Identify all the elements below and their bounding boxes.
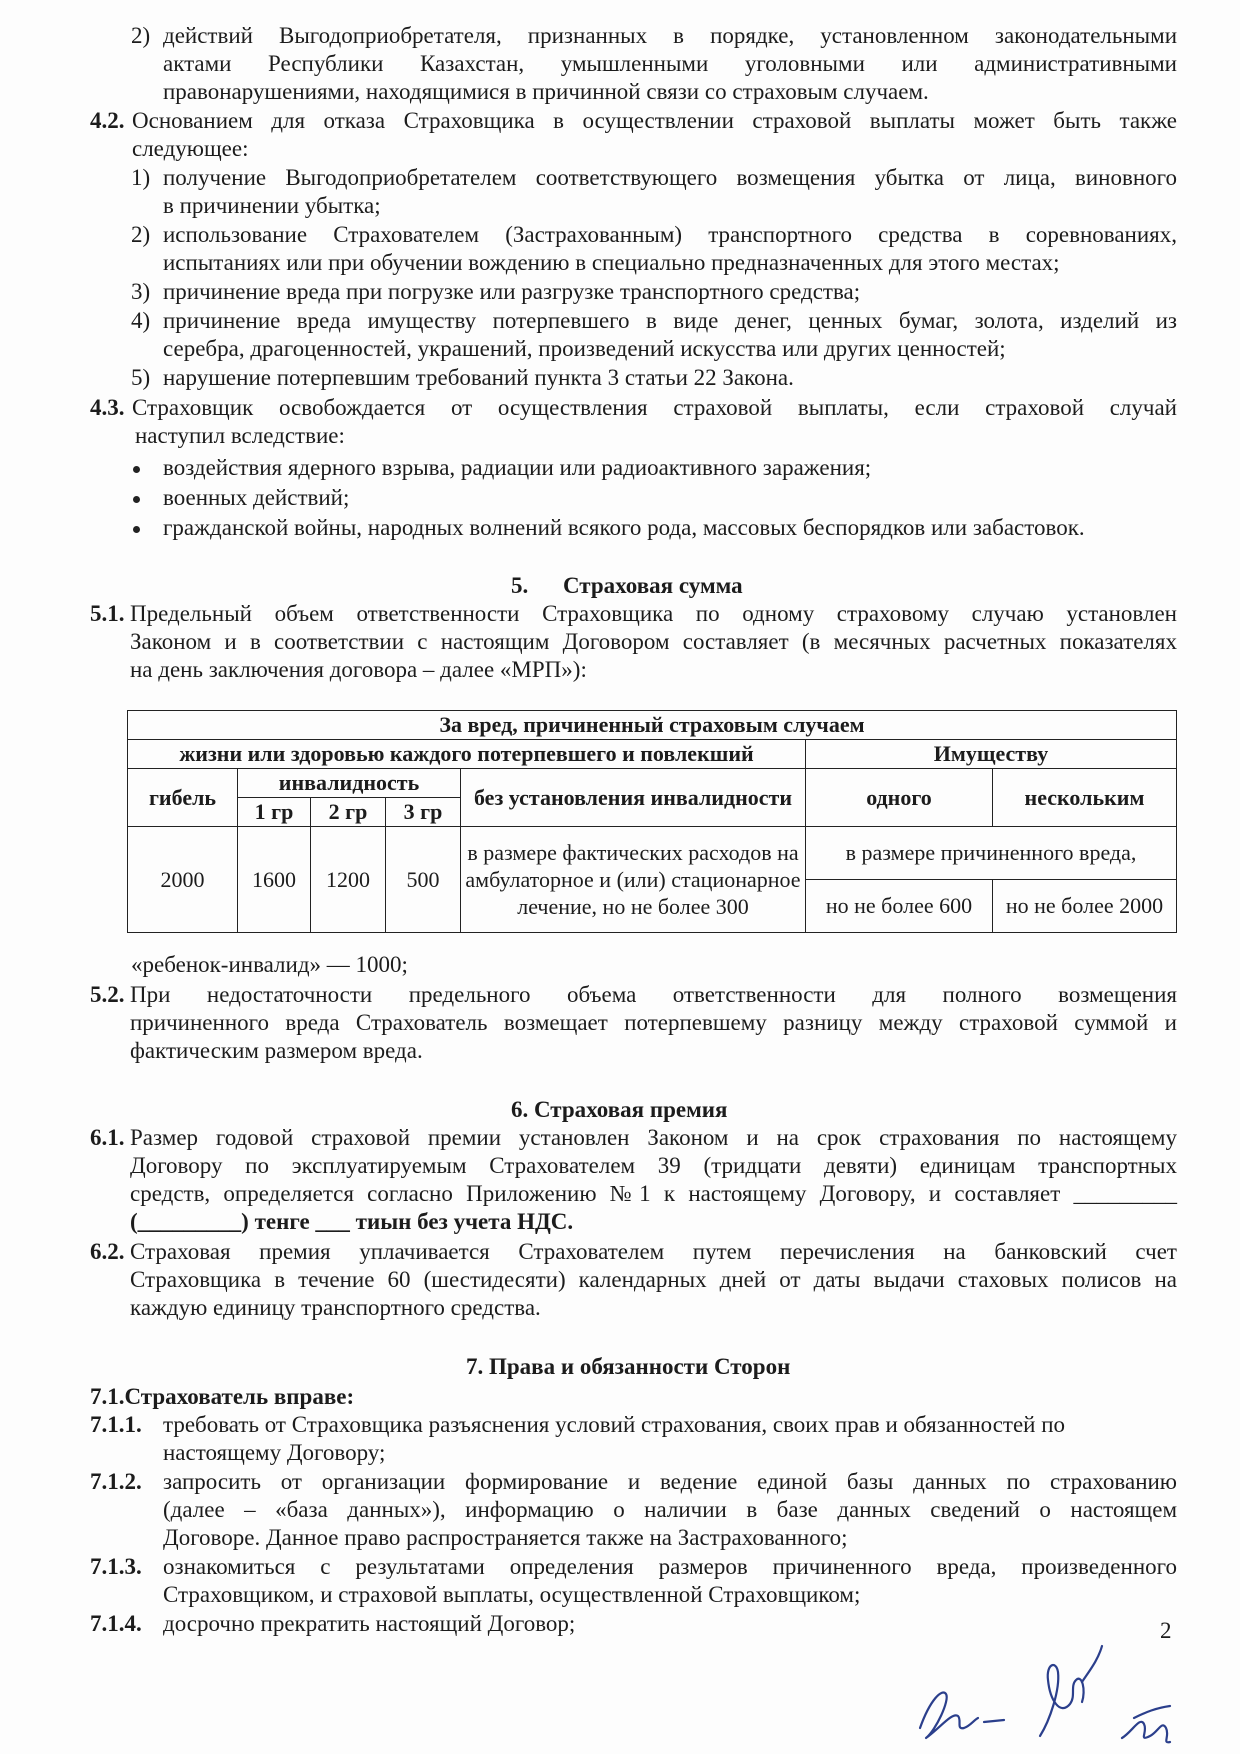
- table-header-disability: инвалидность: [238, 769, 461, 798]
- clause-number: 5.2.: [90, 982, 125, 1007]
- table-cell-group3: 500: [386, 827, 461, 933]
- paragraph-line: следующее:: [132, 136, 249, 161]
- paragraph-line: действий Выгодоприобретателя, признанных в порядке, установленном законодательными: [163, 23, 1177, 48]
- paragraph-line: на день заключения договора – далее «МРП»):: [130, 657, 587, 682]
- paragraph-line: Страховая премия уплачивается Страхователем путем перечисления на банковский счет: [130, 1239, 1177, 1264]
- paragraph-line: Страховщиком, и страховой выплаты, осуществленной Страховщиком;: [163, 1582, 861, 1607]
- list-item: получение Выгодоприобретателем соответствующего возмещения убытка от лица, виновного: [163, 165, 1177, 190]
- clause-number: 7.1.3.: [90, 1554, 142, 1579]
- table-header-death: гибель: [128, 769, 238, 827]
- paragraph-line: Размер годовой страховой премии установлен Законом и на срок страхования по настоящему: [130, 1125, 1177, 1150]
- paragraph-line: ознакомиться с результатами определения размеров причиненного вреда, произведенного: [163, 1554, 1177, 1579]
- table-cell-property: в размере причиненного вреда,: [806, 827, 1177, 880]
- table-cell-group1: 1600: [238, 827, 311, 933]
- section-heading: 6. Страховая премия: [511, 1097, 728, 1122]
- paragraph-line: фактическим размером вреда.: [130, 1038, 423, 1063]
- item-number: 2): [131, 23, 151, 48]
- clause-number: 6.2.: [90, 1239, 125, 1264]
- paragraph-line: настоящему Договору;: [163, 1440, 386, 1465]
- section-number: 5.: [511, 573, 529, 598]
- item-number: 3): [131, 279, 151, 304]
- table-note: «ребенок-инвалид» — 1000;: [131, 952, 408, 977]
- list-item: гражданской войны, народных волнений всякого рода, массовых беспорядков или забастовок.: [163, 515, 1085, 540]
- paragraph-line: Основанием для отказа Страховщика в осуществлении страховой выплаты может быть также: [132, 108, 1177, 133]
- table-cell-no-disability: в размере фактических расходов на амбулаторное и (или) стационарное лечение, но не более 300: [461, 827, 806, 933]
- bullet-icon: [133, 496, 140, 503]
- paragraph-line: причиненного вреда Страхователь возмещает потерпевшему разницу между страховой суммой и: [130, 1010, 1177, 1035]
- bullet-icon: [133, 526, 140, 533]
- list-item: использование Страхователем (Застрахованным) транспортного средства в соревнованиях,: [163, 222, 1177, 247]
- list-item: серебра, драгоценностей, украшений, произведений искусства или других ценностей;: [163, 336, 1006, 361]
- paragraph-line: Законом и в соответствии с настоящим Договором составляет (в месячных расчетных показателях: [130, 629, 1177, 654]
- paragraph-line: Страховщик освобождается от осуществления страховой выплаты, если страховой случай: [132, 395, 1177, 420]
- clause-number: 5.1.: [90, 601, 125, 626]
- table-header-group3: 3 гр: [386, 798, 461, 827]
- paragraph-line: средств, определяется согласно Приложению №1 к настоящему Договору, и составляет _________: [130, 1181, 1177, 1206]
- paragraph-line: правонарушениями, находящимися в причинной связи со страховым случаем.: [163, 79, 929, 104]
- list-item: испытаниях или при обучении вождению в специально предназначенных для этого местах;: [163, 250, 1060, 275]
- liability-table: [127, 710, 1177, 933]
- section-heading: 7. Права и обязанности Сторон: [466, 1354, 791, 1379]
- list-item: воздействия ядерного взрыва, радиации или радиоактивного заражения;: [163, 455, 872, 480]
- paragraph-line: актами Республики Казахстан, умышленными уголовными или административными: [163, 51, 1177, 76]
- item-number: 1): [131, 165, 151, 190]
- list-item: в причинении убытка;: [163, 193, 381, 218]
- table-cell-group2: 1200: [311, 827, 386, 933]
- clause-number: 6.1.: [90, 1125, 125, 1150]
- paragraph-line: запросить от организации формирование и ведение единой базы данных по страхованию: [163, 1469, 1177, 1494]
- paragraph-line: При недостаточности предельного объема ответственности для полного возмещения: [130, 982, 1177, 1007]
- item-number: 5): [131, 365, 151, 390]
- paragraph-line: (далее – «база данных»), информацию о наличии в базе данных сведений о настоящем: [163, 1497, 1177, 1522]
- clause-number: 4.3.: [90, 395, 125, 420]
- signature-initials-icon: [900, 1620, 1200, 1750]
- list-item: причинение вреда при погрузке или разгрузке транспортного средства;: [163, 279, 861, 304]
- paragraph-line: досрочно прекратить настоящий Договор;: [163, 1611, 576, 1636]
- paragraph-line: Договоре. Данное право распространяется также на Застрахованного;: [163, 1525, 848, 1550]
- table-header-one: одного: [806, 769, 993, 827]
- table-header-several: нескольким: [993, 769, 1177, 827]
- clause-number: 7.1.1.: [90, 1412, 142, 1437]
- table-header-group1: 1 гр: [238, 798, 311, 827]
- item-number: 2): [131, 222, 151, 247]
- item-number: 4): [131, 308, 151, 333]
- paragraph-line: Предельный объем ответственности Страховщика по одному страховому случаю установлен: [130, 601, 1177, 626]
- page-number: 2: [1160, 1618, 1172, 1643]
- table-title: За вред, причиненный страховым случаем: [128, 711, 1177, 740]
- table-header-group2: 2 гр: [311, 798, 386, 827]
- table-cell-one: но не более 600: [806, 880, 993, 933]
- section-heading: Страховая сумма: [563, 573, 743, 598]
- paragraph-line: наступил вследствие:: [135, 423, 345, 448]
- clause-number: 4.2.: [90, 108, 125, 133]
- premium-amount-line: (_________) тенге ___ тиын без учета НДС.: [130, 1209, 574, 1234]
- table-cell-several: но не более 2000: [993, 880, 1177, 933]
- paragraph-line: Договору по эксплуатируемым Страхователем 39 (тридцати девяти) единицам транспортных: [130, 1153, 1177, 1178]
- list-item: военных действий;: [163, 485, 350, 510]
- list-item: нарушение потерпевшим требований пункта 3 статьи 22 Закона.: [163, 365, 794, 390]
- clause-number: 7.1.2.: [90, 1469, 142, 1494]
- clause-number: 7.1.4.: [90, 1611, 142, 1636]
- table-header-property: Имуществу: [806, 740, 1177, 769]
- paragraph-line: Страховщика в течение 60 (шестидесяти) календарных дней от даты выдачи стаховых полисов на: [130, 1267, 1177, 1292]
- paragraph-line: каждую единицу транспортного средства.: [130, 1295, 541, 1320]
- paragraph-line: требовать от Страховщика разъяснения условий страхования, своих прав и обязанностей по: [163, 1412, 1066, 1437]
- clause-heading: 7.1.Страхователь вправе:: [90, 1384, 355, 1409]
- table-cell-death: 2000: [128, 827, 238, 933]
- bullet-icon: [133, 466, 140, 473]
- list-item: причинение вреда имуществу потерпевшего в виде денег, ценных бумаг, золота, изделий из: [163, 308, 1177, 333]
- table-header-life: жизни или здоровью каждого потерпевшего и повлекший: [128, 740, 806, 769]
- table-header-no-disability: без установления инвалидности: [461, 769, 806, 827]
